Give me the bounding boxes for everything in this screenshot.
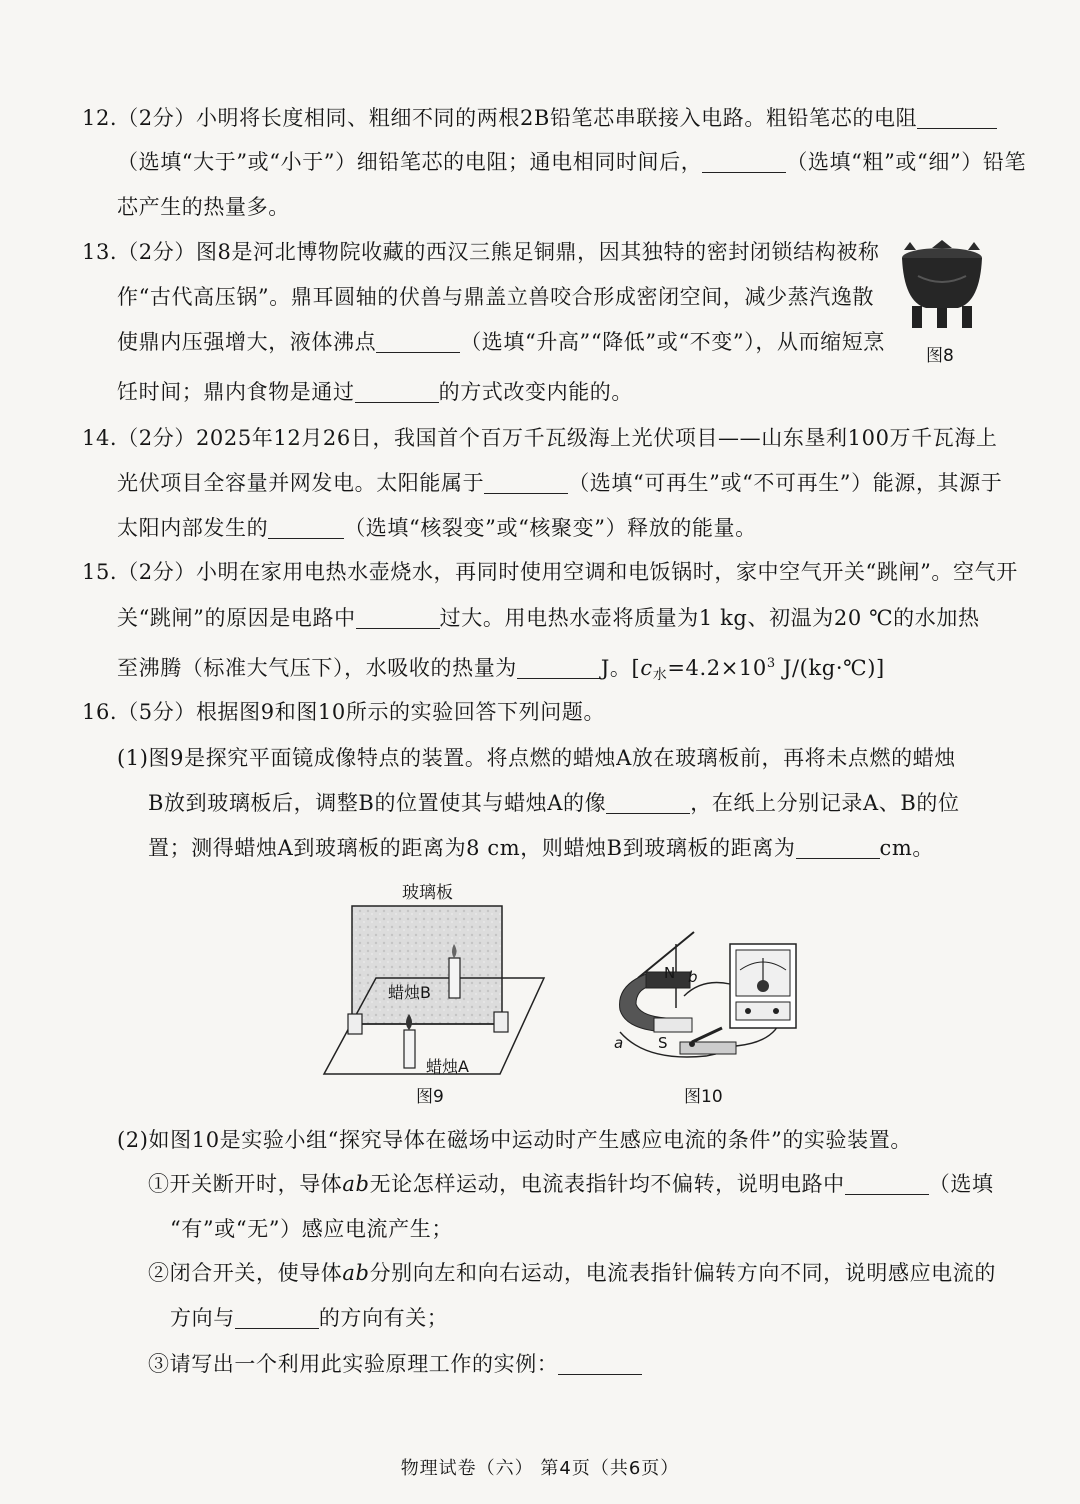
conductor-b-label: b	[688, 968, 698, 986]
q14-line2	[117, 469, 1002, 497]
specific-heat-subscript: 水	[652, 667, 668, 683]
answer-blank[interactable]	[268, 516, 344, 539]
magnet-north-label: N	[664, 964, 676, 982]
support-block-right	[494, 1012, 508, 1032]
answer-blank[interactable]	[558, 1352, 642, 1375]
q15-line2	[117, 604, 980, 632]
page-footer: 物理试卷（六） 第4页（共6页）	[400, 1458, 680, 1479]
figure-9-caption: 图9	[416, 1087, 444, 1107]
q16-item1-line1	[148, 1170, 994, 1198]
q14-line3	[117, 514, 757, 542]
q16-text-p1l3a: 置；测得蜡烛A到玻璃板的距离为8 cm，则蜡烛B到玻璃板的距离为	[148, 836, 796, 860]
q13-text4a: 饪时间；鼎内食物是通过	[117, 380, 355, 404]
q16-text-p1l3b: cm。	[879, 836, 934, 860]
q16-item2-line2	[170, 1304, 448, 1332]
q15-line3	[117, 650, 885, 689]
figure-10-caption: 图10	[684, 1087, 723, 1107]
q16-text-i1a-pre: ①开关断开时，导体	[148, 1172, 343, 1196]
q15-text3c: =4.2×10	[667, 656, 767, 680]
q16-text-i2l2a: 方向与	[170, 1306, 235, 1330]
figure-9-plane-mirror-setup	[318, 876, 550, 1080]
candle-b-label: 蜡烛B	[388, 983, 431, 1002]
answer-blank[interactable]	[796, 836, 880, 859]
switch-blade	[692, 1028, 722, 1042]
q13-line1: 13.（2分）图8是河北博物院收藏的西汉三熊足铜鼎，因其独特的密封闭锁结构被称	[82, 240, 880, 264]
q13-text3b: （选填“升高”“降低”或“不变”），从而缩短烹	[460, 330, 885, 354]
q16-part1-line2	[148, 789, 960, 817]
answer-blank[interactable]	[517, 656, 601, 679]
q12-line3: 芯产生的热量多。	[117, 195, 290, 219]
answer-blank[interactable]	[484, 471, 568, 494]
q16-item3-line	[148, 1350, 642, 1378]
q16-item2-line1	[148, 1259, 996, 1287]
q16-part1-line3	[148, 834, 934, 862]
q16-item1-line2: “有”或“无”）感应电流产生；	[170, 1217, 453, 1241]
q15-text2a: 关“跳闸”的原因是电路中	[117, 606, 356, 630]
q14-text2b: （选填“可再生”或“不可再生”）能源，其源于	[568, 471, 1003, 495]
answer-blank[interactable]	[235, 1306, 319, 1329]
q14-text3b: （选填“核裂变”或“核聚变”）释放的能量。	[344, 516, 757, 540]
figure-10-induction-setup	[606, 926, 802, 1062]
q14-text3a: 太阳内部发生的	[117, 516, 269, 540]
answer-blank[interactable]	[356, 606, 440, 629]
magnet-south-label: S	[658, 1034, 668, 1052]
q12-line2	[117, 148, 1026, 176]
q13-line4	[117, 378, 633, 406]
q12-line1	[82, 104, 997, 132]
q16-text-i2a-post: 分别向左和向右运动，电流表指针偏转方向不同，说明感应电流的	[369, 1261, 996, 1285]
candle-a-label: 蜡烛A	[426, 1057, 469, 1076]
q16-text-p1l2b: ，在纸上分别记录A、B的位	[690, 791, 960, 815]
q14-line1: 14.（2分）2025年12月26日，我国首个百万千瓦级海上光伏项目——山东垦利100万千瓦海上	[82, 426, 998, 450]
q16-text-i1b: （选填	[928, 1172, 994, 1196]
answer-blank[interactable]	[702, 150, 786, 173]
q16-line1: 16.（5分）根据图9和图10所示的实验回答下列问题。	[82, 700, 606, 724]
q15-text2b: 过大。用电热水壶将质量为1 kg、初温为20 ℃的水加热	[439, 606, 980, 630]
answer-blank[interactable]	[376, 330, 460, 353]
q13-line2: 作“古代高压锅”。鼎耳圆轴的伏兽与鼎盖立兽咬合形成密闭空间，减少蒸汽逸散	[117, 285, 875, 309]
answer-blank[interactable]	[845, 1172, 929, 1195]
glass-plate	[352, 906, 502, 1024]
figure-8-ding-image	[896, 236, 988, 332]
conductor-ab-text: ab	[342, 1261, 370, 1285]
q16-text-p1l2a: B放到玻璃板后，调整B的位置使其与蜡烛A的像	[148, 791, 607, 815]
specific-heat-symbol: c	[640, 656, 653, 680]
q16-text-i2a-pre: ②闭合开关，使导体	[148, 1261, 343, 1285]
switch-base	[680, 1042, 736, 1054]
q12-text1: 12.（2分）小明将长度相同、粗细不同的两根2B铅笔芯串联接入电路。粗铅笔芯的电阻	[82, 106, 918, 130]
q16-part2-line: (2)如图10是实验小组“探究导体在磁场中运动时产生感应电流的条件”的实验装置。	[117, 1128, 912, 1152]
support-block-left	[348, 1014, 362, 1034]
q13-line3	[117, 328, 885, 356]
q13-text3a: 使鼎内压强增大，液体沸点	[117, 330, 377, 354]
answer-blank[interactable]	[355, 380, 439, 403]
q16-text-i2l2b: 的方向有关；	[318, 1306, 449, 1330]
answer-blank[interactable]	[917, 106, 997, 129]
q13-text4b: 的方式改变内能的。	[438, 380, 634, 404]
glass-plate-label: 玻璃板	[402, 883, 453, 903]
q16-text-i3: ③请写出一个利用此实验原理工作的实例：	[148, 1352, 559, 1376]
candle-b	[449, 958, 460, 998]
candle-a	[404, 1030, 415, 1068]
conductor-ab-text: ab	[342, 1172, 370, 1196]
q16-text-i1a-post: 无论怎样运动，电流表指针均不偏转，说明电路中	[369, 1172, 845, 1196]
q12-text2a: （选填“大于”或“小于”）细铅笔芯的电阻；通电相同时间后，	[117, 150, 703, 174]
exponent: 3	[766, 656, 776, 671]
q15-text3a: 至沸腾（标准大气压下），水吸收的热量为	[117, 656, 517, 680]
q12-text2b: （选填“粗”或“细”）铅笔	[786, 150, 1027, 174]
conductor-a-label: a	[614, 1034, 624, 1052]
q15-line1: 15.（2分）小明在家用电热水壶烧水，再同时使用空调和电饭锅时，家中空气开关“跳闸”。空气开	[82, 560, 1018, 584]
figure-8-caption: 图8	[926, 346, 954, 366]
q14-text2a: 光伏项目全容量并网发电。太阳能属于	[117, 471, 485, 495]
q16-part1-line1: (1)图9是探究平面镜成像特点的装置。将点燃的蜡烛A放在玻璃板前，再将未点燃的蜡烛	[117, 746, 956, 770]
q15-text3d: J/(kg·℃)]	[775, 656, 885, 680]
answer-blank[interactable]	[606, 791, 690, 814]
q15-text3b: J。[	[600, 656, 641, 680]
